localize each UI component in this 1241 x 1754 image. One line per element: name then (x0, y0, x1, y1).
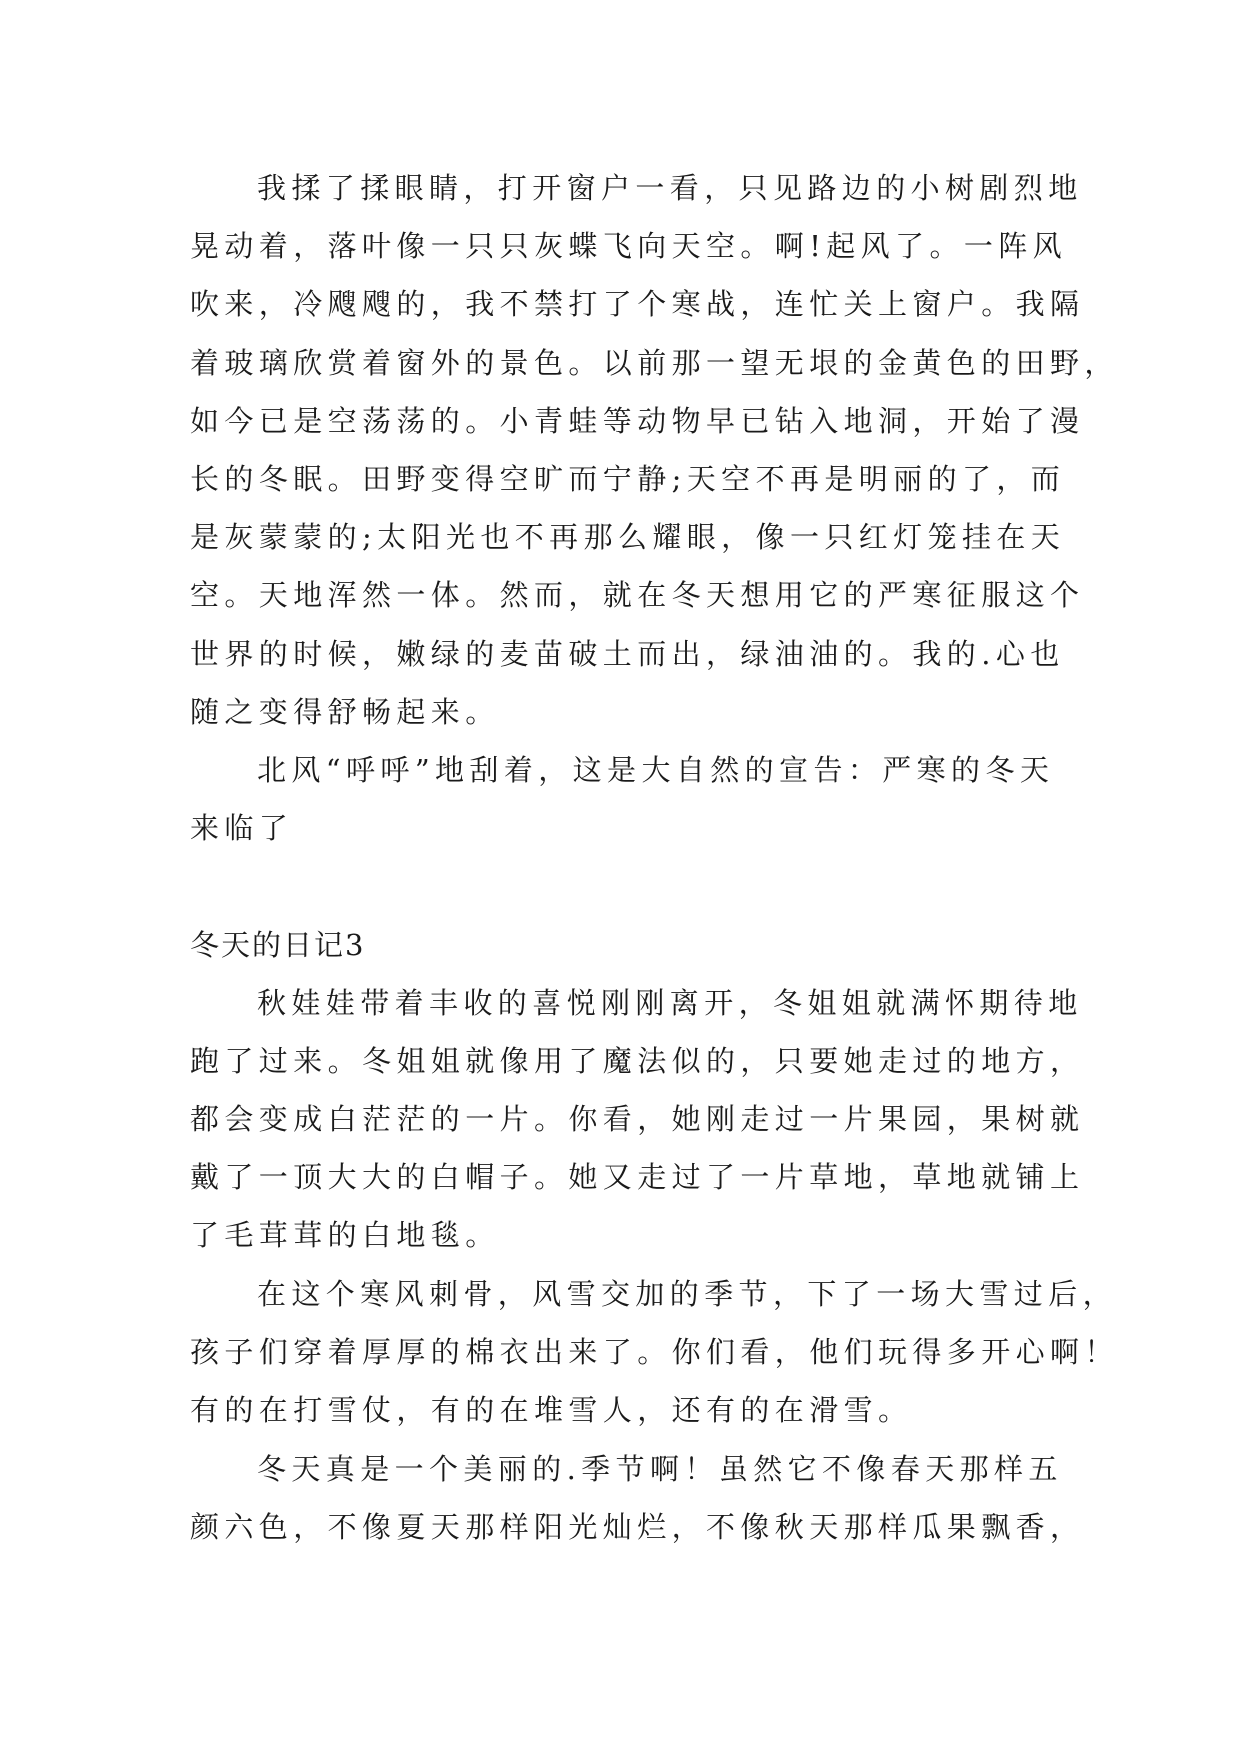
paragraph-line: 晃动着，落叶像一只只灰蝶飞向天空。啊!起风了。一阵风 (190, 229, 1068, 263)
paragraph-line: 吹来，冷飕飕的，我不禁打了个寒战，连忙关上窗户。我隔 (190, 287, 1085, 321)
paragraph-line: 在这个寒风刺骨，风雪交加的季节，下了一场大雪过后， (257, 1277, 1118, 1311)
paragraph-line: 戴了一顶大大的白帽子。她又走过了一片草地，草地就铺上 (190, 1160, 1085, 1194)
paragraph-line: 了毛茸茸的白地毯。 (190, 1218, 500, 1252)
paragraph-line: 我揉了揉眼睛，打开窗户一看，只见路边的小树剧烈地 (257, 171, 1083, 205)
paragraph-line: 都会变成白茫茫的一片。你看，她刚走过一片果园，果树就 (190, 1102, 1085, 1136)
paragraph-line: 空。天地浑然一体。然而，就在冬天想用它的严寒征服这个 (190, 578, 1085, 612)
section-heading: 冬天的日记3 (190, 928, 366, 962)
paragraph-line: 孩子们穿着厚厚的棉衣出来了。你们看，他们玩得多开心啊！ (190, 1335, 1119, 1369)
paragraph-line: 着玻璃欣赏着窗外的景色。以前那一望无垠的金黄色的田野， (190, 346, 1119, 380)
paragraph-line: 是灰蒙蒙的;太阳光也不再那么耀眼，像一只红灯笼挂在天 (190, 520, 1066, 554)
paragraph-line: 颜六色，不像夏天那样阳光灿烂，不像秋天那样瓜果飘香， (190, 1510, 1085, 1544)
paragraph-line: 北风“呼呼”地刮着，这是大自然的宣告：严寒的冬天 (257, 753, 1055, 787)
paragraph-line: 如今已是空荡荡的。小青蛙等动物早已钻入地洞，开始了漫 (190, 404, 1085, 438)
paragraph-line: 长的冬眠。田野变得空旷而宁静;天空不再是明丽的了，而 (190, 462, 1066, 496)
paragraph-line: 来临了 (190, 811, 294, 845)
paragraph-line: 跑了过来。冬姐姐就像用了魔法似的，只要她走过的地方， (190, 1044, 1085, 1078)
paragraph-line: 秋娃娃带着丰收的喜悦刚刚离开，冬姐姐就满怀期待地 (257, 986, 1083, 1020)
paragraph-line: 世界的时候，嫩绿的麦苗破土而出，绿油油的。我的.心也 (190, 637, 1065, 671)
paragraph-line: 有的在打雪仗，有的在堆雪人，还有的在滑雪。 (190, 1393, 913, 1427)
paragraph-line: 冬天真是一个美丽的.季节啊！虽然它不像春天那样五 (257, 1452, 1063, 1486)
paragraph-line: 随之变得舒畅起来。 (190, 695, 500, 729)
